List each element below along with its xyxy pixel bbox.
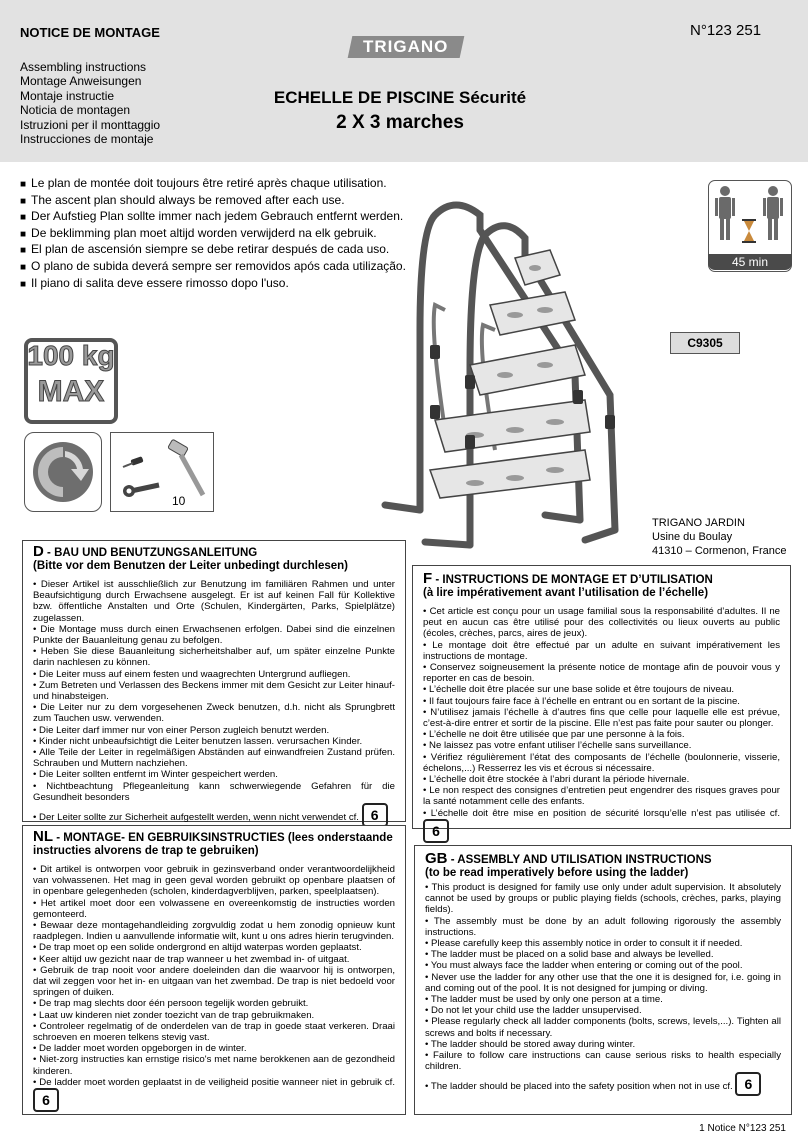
list-item: • Cet article est conçu pour un usage familial sous la responsabilité d’adultes. Il ne peut en aucun cas être utilisé pour des collectivités ou lieux ouverts au public (écoles, crèches, parcs, aires de jeux). [423, 606, 780, 640]
section-gb-list [425, 882, 781, 1096]
list-item: • Ne laissez pas votre enfant utiliser l’échelle sans surveillance. [423, 740, 692, 752]
list-item: • Conservez soigneusement la présente notice de montage afin de pouvoir vous y reporter en cas de besoin. [423, 662, 780, 685]
section-fr-subtitle: (à lire impérativement avant l’utilisation de l’échelle) [423, 587, 709, 599]
list-item: • Laat uw kinderen niet zonder toezicht van de trap gebruikmaken. [33, 1009, 315, 1021]
list-item: • Bewaar deze montagehandleiding zorgvuldig zodat u hem zonodig opnieuw kunt raadplegen. Indien u aanvullende informatie wilt, kunt u ons adres hierin terugvinden. [33, 920, 395, 943]
max-load-value: 100 kg [27, 340, 115, 371]
warning-item: ■ Der Aufstieg Plan sollte immer nach jedem Gebrauch entfernt werden. [20, 209, 406, 226]
recycle-icon [25, 433, 101, 511]
list-item: • De trap moet op een solide ondergrond en altijd waterpas worden geplaatst. [33, 942, 362, 954]
address-line: Usine du Boulay [652, 531, 733, 543]
warning-item: ■ Le plan de montée doit toujours être retiré après chaque utilisation. [20, 176, 406, 193]
notice-title: NOTICE DE MONTAGE [20, 25, 160, 40]
tools-icon [111, 433, 213, 511]
page-footer: 1 Notice N°123 251 [699, 1123, 786, 1134]
section-fr [412, 565, 791, 839]
list-item: • Controleer regelmatig of de onderdelen van de trap in goede staat verkeren. Draai schroeven en moeren telkens stevig vast. [33, 1020, 395, 1044]
list-item: • This product is designed for family use only under adult supervision. It absolutely cannot be used by groups or public playing fields (schools, crèches, parks, playing fields). [425, 882, 781, 916]
list-item: • Gebruik de trap nooit voor andere doeleinden dan die waarvoor hij is ontworpen, dat wil zeggen voor het in- en uitgaan van het zwembad. De trap is niet bedoeld voor springen of duiken. [33, 964, 395, 999]
language-line: Instrucciones de montaje [20, 132, 154, 147]
list-item: • Heben Sie diese Bauanleitung sicherheitshalber auf, um später einzelne Punkte darin nachlesen zu können. [33, 646, 395, 669]
position-6-icon: 6 [423, 819, 449, 843]
product-title: ECHELLE DE PISCINE Sécurité [273, 88, 527, 107]
language-list [20, 60, 160, 146]
list-item: • The assembly must be done by an adult following rigorously the assembly instructions. [425, 915, 781, 938]
language-line: Montaje instructie [20, 88, 115, 103]
language-line: Assembling instructions [20, 60, 147, 74]
hammer-icon [168, 439, 203, 495]
list-item: • Dit artikel is ontworpen voor gebruik in gezinsverband onder verantwoordelijkheid van volwassenen. Het mag in geen geval worden gebruikt op openbare plaatsen of in openbare gelegenheden (scholen, kinderdagverblijven, parken, speelplaatsen). [33, 864, 395, 898]
position-6-icon: 6 [33, 1088, 59, 1112]
section-gb [414, 845, 792, 1115]
section-de [22, 540, 406, 822]
language-line: Montage Anweisungen [20, 74, 142, 89]
list-item: • The ladder must be placed on a solid base and always be levelled. [425, 949, 714, 961]
list-item: • Die Leiter nur zu dem vorgesehenen Zweck benutzen, d.h. nicht als Sprungbrett zum Tauchen usw. verwenden. [33, 702, 395, 725]
brand-logo: TRIGANO [348, 36, 465, 58]
list-item: • Il faut toujours faire face à l’échelle en entrant ou en sortant de la piscine. [423, 695, 740, 707]
list-item: • Die Leiter muss auf einem festen und waagrechten Untergrund aufliegen. [33, 668, 351, 680]
recycle-box [24, 432, 102, 512]
list-item: • Keer altijd uw gezicht naar de trap wanneer u het zwembad in- of uitgaat. [33, 953, 350, 965]
language-line: Noticia de montagen [20, 103, 131, 118]
section-fr-title: F - INSTRUCTIONS DE MONTAGE ET D’UTILISATION [423, 570, 713, 587]
list-item: • The ladder should be placed into the safety position when not in use cf. 6 [425, 1072, 781, 1096]
list-item: • Zum Betreten und Verlassen des Beckens immer mit dem Gesicht zur Leiter hinauf- und hinabsteigen. [33, 679, 395, 703]
list-item: • Please carefully keep this assembly notice in order to consult it if needed. [425, 938, 743, 950]
list-item: • Nichtbeachtung Pflegeanleitung kann schwerwiegende Gefahren für die Gesundheit besonders [33, 780, 395, 803]
address-line: 41310 – Cormenon, France [652, 545, 787, 557]
wrench-icon [123, 485, 159, 497]
section-nl-title: NL - MONTAGE- EN GEBRUIKSINSTRUCTIES (lees onderstaande instructies alvorens de trap te gebruiken) [33, 828, 393, 857]
section-nl-list [33, 864, 395, 1112]
two-persons-icon [709, 181, 791, 255]
section-gb-subtitle: (to be read imperatively before using the ladder) [425, 867, 689, 879]
list-item: • Het artikel moet door een volwassene en overeenkomstig de instructies worden gemonteerd. [33, 897, 395, 920]
warning-list [20, 176, 406, 292]
section-de-list [33, 579, 395, 827]
ladder-illustration [375, 180, 675, 565]
assembly-time-label: 45 min [708, 254, 792, 270]
address-line: TRIGANO JARDIN [652, 517, 745, 529]
list-item: • Please regularly check all ladder components (bolts, screws, levels,...). Tighten all screws and bolts if necessary. [425, 1016, 781, 1039]
list-item: • N’utilisez jamais l’échelle à d’autres fins que celle pour laquelle elle est prévue, c’est-à-dire entrer et sortir de la piscine. Elle n’est pas faite pour sauter ou plonger. [423, 706, 780, 730]
list-item: • L’échelle doit être stockée à l’abri durant la période hivernale. [423, 774, 690, 786]
list-item: • Le non respect des consignes d’entretien peut engendrer des risques graves pour la santé notamment celle des enfants. [423, 785, 780, 808]
list-item: • The ladder should be stored away during winter. [425, 1038, 636, 1050]
list-item: • Failure to follow care instructions can cause serious risks to health especially children. [425, 1050, 781, 1073]
section-de-title: D - BAU UND BENUTZUNGSANLEITUNG [33, 543, 258, 560]
warning-item: ■ The ascent plan should always be removed after each use. [20, 193, 406, 210]
section-gb-title: GB - ASSEMBLY AND UTILISATION INSTRUCTIONS [425, 850, 712, 867]
list-item: • Der Leiter sollte zur Sicherheit aufgestellt werden, wenn nicht verwendet cf. 6 [33, 803, 395, 827]
language-line: Istruzioni per il monttaggio [20, 117, 161, 132]
list-item: • Vérifiez régulièrement l’état des composants de l’échelle (boulonnerie, visserie, échelons,...) Resserrez les vis et écrous si nécessaire. [423, 751, 780, 774]
list-item: • Never use the ladder for any other use that the one it is designed for, i.e. going in and coming out of the pool. It is not designed for jumping or diving. [425, 971, 781, 994]
tools-box [110, 432, 214, 512]
list-item: • L’échelle ne doit être utilisée que par une personne à la fois. [423, 729, 685, 741]
warning-item: ■ O plano de subida deverá sempre ser removidos após cada utilização. [20, 259, 406, 276]
list-item: • Die Leiter sollten entfernt im Winter gespeichert werden. [33, 769, 278, 781]
list-item: • The ladder must be used by only one person at a time. [425, 994, 663, 1006]
manufacturer-address [652, 516, 787, 558]
reference-number: N°123 251 [690, 22, 762, 39]
list-item: • You must always face the ladder when entering or coming out of the pool. [425, 960, 743, 972]
list-item: • Do not let your child use the ladder unsupervised. [425, 1005, 642, 1017]
list-item: • Le montage doit être effectué par un adulte en suivant impérativement les instructions de montage. [423, 639, 780, 662]
warning-item: ■ Il piano di salita deve essere rimosso dopo l'uso. [20, 276, 406, 293]
section-nl [22, 825, 406, 1115]
section-de-subtitle: (Bitte vor dem Benutzen der Leiter unbedingt durchlesen) [33, 560, 349, 572]
screwdriver-icon [123, 456, 144, 467]
list-item: • Kinder nicht unbeaufsichtigt die Leiter benutzen lassen. verursachen Kinder. [33, 735, 363, 747]
list-item: • De ladder moet worden opgeborgen in de winter. [33, 1043, 247, 1055]
warning-item: ■ De beklimming plan moet altijd worden verwijderd na elk gebruik. [20, 226, 406, 243]
list-item: • De trap mag slechts door één persoon tegelijk worden gebruikt. [33, 998, 309, 1010]
list-item: • Alle Teile der Leiter in regelmäßigen Abständen auf einwandfreien Zustand prüfen. Schrauben und Muttern nachziehen. [33, 747, 395, 770]
hourglass-icon [742, 219, 756, 243]
list-item: • Die Montage muss durch einen Erwachsenen erfolgen. Dabei sind die einzelnen Punkte der Bauanleitung genau zu befolgen. [33, 623, 395, 647]
max-load-label: MAX [37, 375, 105, 408]
tools-count: 10 [172, 494, 186, 508]
list-item: • L’échelle doit être mise en position de sécurité lorsqu’elle n’est pas utilisée cf. 6 [423, 808, 780, 843]
position-6-icon: 6 [735, 1072, 761, 1096]
model-code: C9305 [670, 332, 740, 354]
list-item: • Niet-zorg instructies kan ernstige risico's met name berokkenen aan de gezondheid kinderen. [33, 1054, 395, 1077]
product-subtitle: 2 X 3 marches [336, 112, 464, 133]
list-item: • Dieser Artikel ist ausschließlich zur Benutzung im familiären Rahmen und unter Beaufsichtigung durch Erwachsene ausgelegt. Er ist auf keinen Fall für Kollektive bzw. öffentliche Anstalten und Orte (Schulen, Kindergärten, Parks, Spielplätze) zugelassen. [33, 579, 395, 624]
list-item: • Die Leiter darf immer nur von einer Person zugleich benutzt werden. [33, 724, 330, 736]
section-fr-list [423, 606, 780, 843]
warning-item: ■ El plan de ascensión siempre se debe retirar después de cada uso. [20, 242, 406, 259]
list-item: • L’échelle doit être placée sur une base solide et être toujours de niveau. [423, 684, 735, 696]
list-item: • De ladder moet worden geplaatst in de veiligheid positie wanneer niet in gebruik cf. 6 [33, 1077, 395, 1112]
position-6-icon: 6 [362, 803, 388, 827]
